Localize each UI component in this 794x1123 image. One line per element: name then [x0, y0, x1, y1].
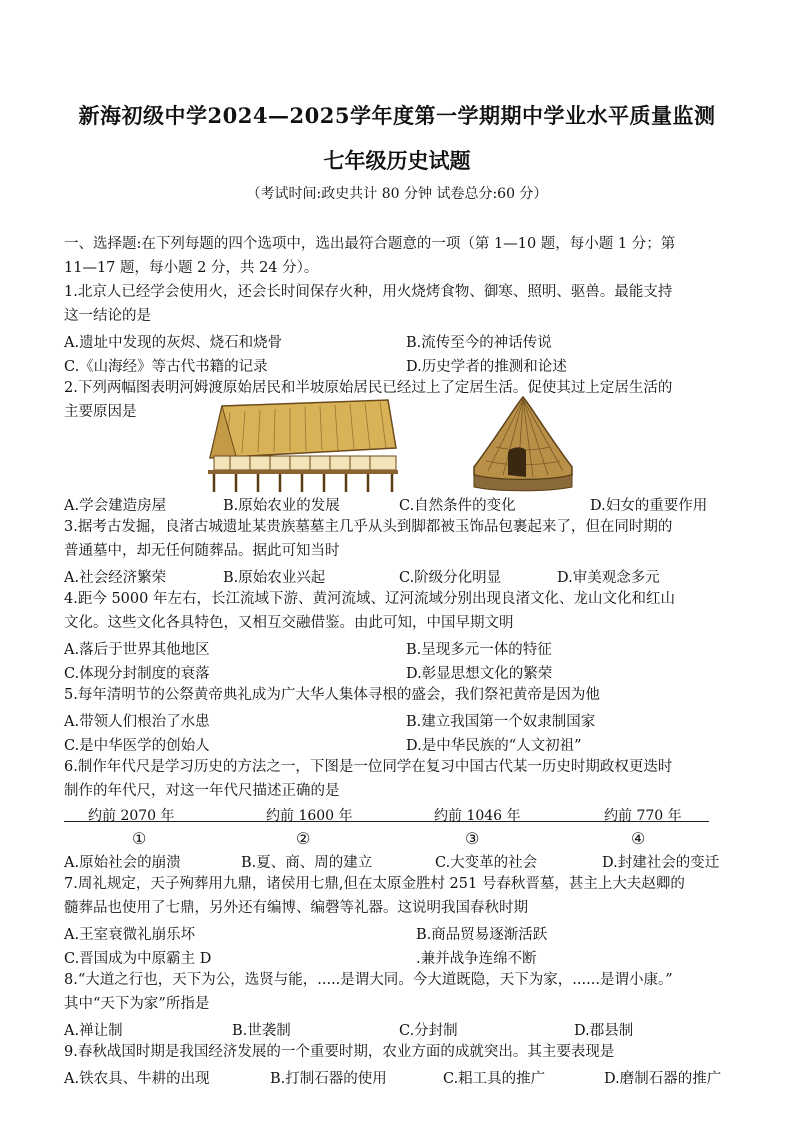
q9-option-c: C.耜工具的推广 — [443, 1071, 546, 1087]
q8-stem-line2: 其中“天下为家”所指是 — [64, 996, 210, 1012]
q9-option-d: D.磨制石器的推广 — [604, 1071, 722, 1087]
q2-option-b: B.原始农业的发展 — [223, 498, 340, 514]
section-instruction-line1: 一、选择题:在下列每题的四个选项中，选出最符合题意的一项（第 1—10 题，每小题 1 分；第 — [64, 236, 676, 252]
q4-option-a: A.落后于世界其他地区 — [64, 642, 210, 658]
q1-option-c: C.《山海经》等古代书籍的记录 — [64, 359, 268, 375]
q7-stem-line1: 7.周礼规定，天子殉葬用九鼎，诸侯用七鼎,但在太原金胜村 251 号春秋晋墓，甚主上大夫赵卿的 — [64, 876, 685, 892]
q6-stem-line1: 6.制作年代尺是学习历史的方法之一，下图是一位同学在复习中国古代某一历史时期政权更迭时 — [64, 759, 673, 775]
section-instruction-line2: 11—17 题，每小题 2 分，共 24 分）。 — [64, 260, 319, 276]
q8-option-d: D.郡县制 — [574, 1023, 634, 1039]
timeline-label-1: 约前 2070 年 — [88, 808, 175, 824]
q5-stem-line1: 5.每年清明节的公祭黄帝典礼成为广大华人集体寻根的盛会，我们祭祀黄帝是因为他 — [64, 687, 600, 703]
q5-option-d: D.是中华民族的“人文初祖” — [406, 738, 582, 754]
q3-stem-line1: 3.据考古发掘，良渚古城遗址某贵族墓墓主几乎从头到脚都被玉饰品包裹起来了，但在同时期的 — [64, 519, 673, 535]
timeline-mark-4: ④ — [631, 829, 646, 848]
q3-option-d: D.审美观念多元 — [557, 570, 660, 586]
q3-option-c: C.阶级分化明显 — [399, 570, 502, 586]
q1-option-b: B.流传至今的神话传说 — [406, 335, 552, 351]
q6-option-a: A.原始社会的崩溃 — [64, 855, 181, 871]
q2-option-d: D.妇女的重要作用 — [590, 498, 708, 514]
timeline-label-2: 约前 1600 年 — [266, 808, 353, 824]
q1-option-d: D.历史学者的推测和论述 — [406, 359, 567, 375]
q7-option-d: .兼并战争连绵不断 — [416, 951, 537, 967]
q5-option-b: B.建立我国第一个奴隶制国家 — [406, 714, 596, 730]
q4-option-b: B.呈现多元一体的特征 — [406, 642, 552, 658]
q3-option-b: B.原始农业兴起 — [223, 570, 326, 586]
timeline-mark-2: ② — [296, 829, 311, 848]
q3-option-a: A.社会经济繁荣 — [64, 570, 167, 586]
q6-stem-line2: 制作的年代尺，对这一年代尺描述正确的是 — [64, 783, 340, 799]
q2-stem-line1: 2.下列两幅图表明河姆渡原始居民和半坡原始居民已经过上了定居生活。促使其过上定居生活的 — [64, 380, 673, 396]
timeline-ruler — [64, 805, 724, 850]
q1-stem-line2: 这一结论的是 — [64, 308, 151, 324]
timeline-mark-1: ① — [132, 829, 147, 848]
q8-option-a: A.禅让制 — [64, 1023, 123, 1039]
q1-option-a: A.遗址中发现的灰烬、烧石和烧骨 — [64, 335, 283, 351]
q7-option-a: A.王室衰微礼崩乐坏 — [64, 927, 196, 943]
q7-option-c: C.晋国成为中原霸主 D — [64, 951, 212, 967]
exam-title: 新海初级中学2024—2025学年度第一学期期中学业水平质量监测 — [78, 103, 716, 128]
q8-stem-line1: 8.“大道之行也，天下为公，选贤与能，.....是谓大同。今大道既隐，天下为家，......是谓小康。” — [64, 972, 673, 988]
q6-option-d: D.封建社会的变迁 — [602, 855, 720, 871]
q4-stem-line1: 4.距今 5000 年左右，长江流域下游、黄河流域、辽河流域分别出现良渚文化、龙山文化和红山 — [64, 591, 675, 607]
q8-option-c: C.分封制 — [399, 1023, 458, 1039]
timeline-mark-3: ③ — [465, 829, 480, 848]
exam-subtitle: 七年级历史试题 — [323, 148, 471, 173]
q3-stem-line2: 普通墓中，却无任何随葬品。据此可知当时 — [64, 543, 340, 559]
stilt-house-image — [200, 398, 400, 493]
thatched-hut-image — [468, 395, 578, 493]
exam-meta: （考试时间:政史共计 80 分钟 试卷总分:60 分） — [246, 186, 548, 202]
q5-option-c: C.是中华医学的创始人 — [64, 738, 210, 754]
timeline-label-4: 约前 770 年 — [604, 808, 682, 824]
q6-option-c: C.大变革的社会 — [435, 855, 538, 871]
q2-option-c: C.自然条件的变化 — [399, 498, 516, 514]
q2-option-a: A.学会建造房屋 — [64, 498, 167, 514]
q5-option-a: A.带领人们根治了水患 — [64, 714, 210, 730]
q9-stem-line1: 9.春秋战国时期是我国经济发展的一个重要时期，农业方面的成就突出。其主要表现是 — [64, 1044, 615, 1060]
q7-option-b: B.商品贸易逐渐活跃 — [416, 927, 548, 943]
q8-option-b: B.世袭制 — [232, 1023, 291, 1039]
q9-option-a: A.铁农具、牛耕的出现 — [64, 1071, 210, 1087]
q4-stem-line2: 文化。这些文化各具特色，又相互交融借鉴。由此可知，中国早期文明 — [64, 615, 514, 631]
q4-option-d: D.彰显思想文化的繁荣 — [406, 666, 553, 682]
q9-option-b: B.打制石器的使用 — [270, 1071, 387, 1087]
q6-option-b: B.夏、商、周的建立 — [241, 855, 373, 871]
timeline-rule — [64, 821, 709, 822]
q4-option-c: C.体现分封制度的衰落 — [64, 666, 210, 682]
timeline-label-3: 约前 1046 年 — [434, 808, 521, 824]
q2-stem-line2: 主要原因是 — [64, 404, 137, 420]
q1-stem-line1: 1.北京人已经学会使用火，还会长时间保存火种，用火烧烤食物、御寒、照明、驱兽。最能支持 — [64, 284, 673, 300]
q7-stem-line2: 髓葬品也使用了七鼎，另外还有编博、编磬等礼器。这说明我国春秋时期 — [64, 900, 528, 916]
